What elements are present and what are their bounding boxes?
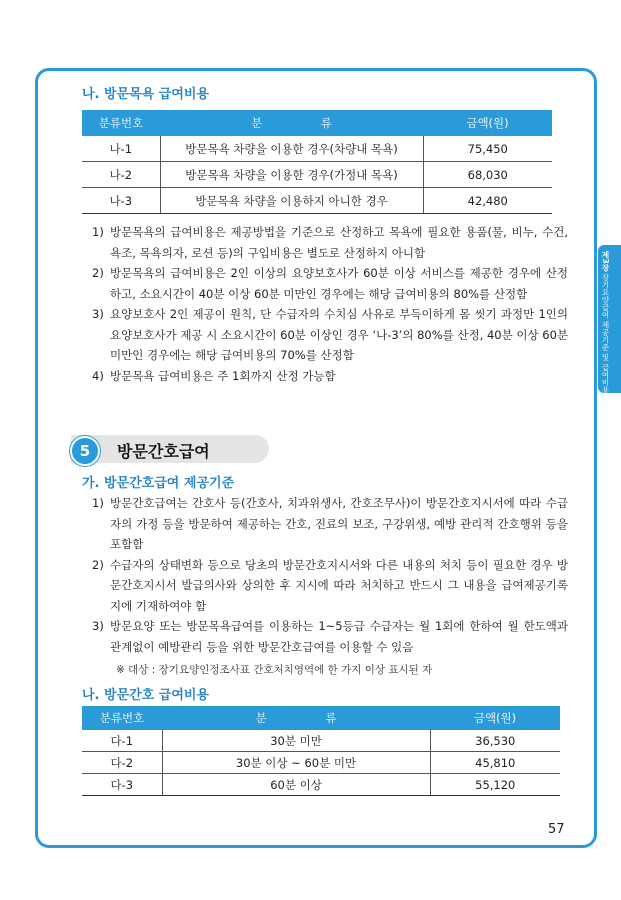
item-number: 3) bbox=[92, 307, 104, 321]
item-number: 4) bbox=[92, 368, 104, 383]
col-amount-header: 금액(원) bbox=[423, 110, 552, 136]
col-code-header: 분류번호 bbox=[82, 706, 162, 730]
cell-category: 30분 미만 bbox=[162, 730, 430, 752]
cell-amount: 68,030 bbox=[423, 162, 552, 188]
col-amount-header: 금액(원) bbox=[430, 706, 560, 730]
cell-code: 나-2 bbox=[82, 162, 160, 188]
list-item bbox=[92, 222, 568, 263]
table-row bbox=[82, 162, 552, 188]
list-item bbox=[92, 555, 568, 617]
section-title: 방문간호급여 bbox=[117, 442, 210, 461]
item-number: 2) bbox=[92, 557, 104, 572]
cell-code: 다-1 bbox=[82, 730, 162, 752]
cell-category: 30분 이상 ~ 60분 미만 bbox=[162, 752, 430, 774]
table-row bbox=[82, 730, 560, 752]
cell-code: 나-3 bbox=[82, 188, 160, 214]
target-remark: ※ 대상 : 장기요양인정조사표 간호처치영역에 한 가지 이상 표시된 자 bbox=[116, 664, 433, 676]
bath-fee-table bbox=[82, 110, 552, 214]
table-header-row bbox=[82, 706, 560, 730]
chapter-side-tab[interactable] bbox=[598, 245, 621, 426]
item-text: 방문간호급여는 간호사 등(간호사, 치과위생사, 간호조무사)이 방문간호지시서에 따라 수급자의 가정 등을 방문하여 제공하는 간호, 진료의 보조, 구강위생, 예방 관리적 간호행위 등을 포함함 bbox=[110, 496, 568, 551]
cell-amount: 42,480 bbox=[423, 188, 552, 214]
item-number: 1) bbox=[92, 496, 104, 510]
item-text: 방문목욕 급여비용은 주 1회까지 산정 가능함 bbox=[110, 368, 336, 383]
cell-amount: 45,810 bbox=[430, 752, 560, 774]
page-number: 57 bbox=[548, 822, 565, 837]
list-item bbox=[92, 263, 568, 304]
cell-category: 방문목욕 차량을 이용한 경우(가정내 목욕) bbox=[160, 162, 423, 188]
item-text: 방문요양 또는 방문목욕급여를 이용하는 1~5등급 수급자는 월 1회에 한하여 월 한도액과 관계없이 예방관리 등을 위한 방문간호급여를 이용할 수 있음 bbox=[110, 619, 568, 654]
cell-amount: 75,450 bbox=[423, 136, 552, 162]
table-row bbox=[82, 188, 552, 214]
bath-fee-heading: 나. 방문목욕 급여비용 bbox=[82, 87, 210, 102]
cell-category: 방문목욕 차량을 이용한 경우(차량내 목욕) bbox=[160, 136, 423, 162]
list-item bbox=[92, 304, 568, 366]
cell-code: 다-3 bbox=[82, 774, 162, 796]
side-tab-text bbox=[601, 251, 609, 426]
nursing-standard-list bbox=[92, 493, 568, 657]
table-row bbox=[82, 136, 552, 162]
table-header-row bbox=[82, 110, 552, 136]
item-number: 1) bbox=[92, 225, 104, 239]
table-row bbox=[82, 752, 560, 774]
side-tab-chapter: 제3장 bbox=[601, 251, 610, 272]
nursing-standard-heading: 가. 방문간호급여 제공기준 bbox=[82, 476, 235, 491]
list-item bbox=[92, 616, 568, 657]
nursing-fee-table bbox=[82, 706, 560, 796]
cell-category: 60분 이상 bbox=[162, 774, 430, 796]
item-text: 방문목욕의 급여비용은 제공방법을 기준으로 산정하고 목욕에 필요한 용품(물, 비누, 수건, 욕조, 목욕의자, 로션 등)의 구입비용은 별도로 산정하지 아니함 bbox=[110, 225, 568, 260]
cell-amount: 36,530 bbox=[430, 730, 560, 752]
nursing-fee-heading: 나. 방문간호 급여비용 bbox=[82, 688, 210, 703]
item-text: 수급자의 상태변화 등으로 당초의 방문간호지시서와 다른 내용의 처치 등이 필요한 경우 방문간호지시서 발급의사와 상의한 후 지시에 따라 처치하고 반드시 그 내용을 급여제공기록지에 기재하여야 함 bbox=[110, 557, 568, 613]
item-number: 3) bbox=[92, 619, 104, 633]
section-number-badge: 5 bbox=[70, 436, 100, 466]
cell-amount: 55,120 bbox=[430, 774, 560, 796]
list-item bbox=[92, 493, 568, 555]
item-text: 요양보호사 2인 제공이 원칙, 단 수급자의 수치심 사유로 부득이하게 몸 씻기 과정만 1인의 요양보호사가 제공 시 소요시간이 60분 이상인 경우 ‘나-3’의 80%를 산정, 40분 이상 60분 미만인 경우에는 해당 급여비용의 70%를 산정함 bbox=[110, 307, 568, 362]
table-row bbox=[82, 774, 560, 796]
col-category-header: 분 류 bbox=[162, 706, 430, 730]
col-code-header: 분류번호 bbox=[82, 110, 160, 136]
item-number: 2) bbox=[92, 266, 104, 280]
cell-code: 나-1 bbox=[82, 136, 160, 162]
list-item bbox=[92, 366, 568, 387]
bath-fee-notes bbox=[92, 222, 568, 386]
item-text: 방문목욕의 급여비용은 2인 이상의 요양보호사가 60분 이상 서비스를 제공한 경우에 산정하고, 소요시간이 40분 이상 60분 미만인 경우에는 해당 급여비용의 80%를 산정함 bbox=[110, 266, 568, 301]
col-category-header: 분 류 bbox=[160, 110, 423, 136]
cell-category: 방문목욕 차량을 이용하지 아니한 경우 bbox=[160, 188, 423, 214]
cell-code: 다-2 bbox=[82, 752, 162, 774]
side-tab-title: 장기요양급여 제공기준 및 급여비용 산정방법 bbox=[601, 273, 610, 426]
